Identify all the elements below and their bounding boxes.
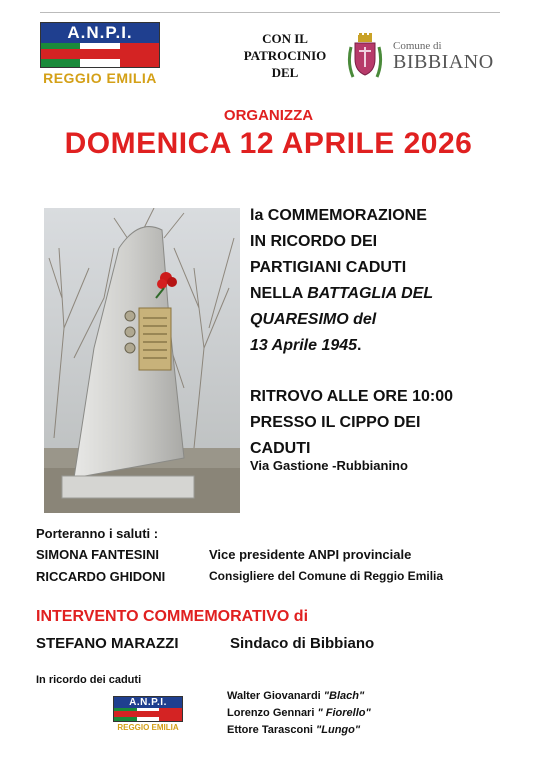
patrocinio-line: CON IL [262, 31, 308, 46]
commemorazione-line: 13 Aprile 1945. [250, 337, 362, 354]
ritrovo-line: PRESSO IL CIPPO DEI [250, 414, 421, 431]
commemorazione-line: PARTIGIANI CADUTI [250, 259, 407, 276]
saluti-heading: Porteranno i saluti : [36, 526, 159, 541]
fallen-item: Walter Giovanardi "Blach" [227, 690, 365, 702]
organizza-label: ORGANIZZA [223, 107, 314, 124]
ritrovo-block [250, 384, 453, 462]
commemorazione-block [250, 203, 433, 359]
fallen-item: Ettore Tarasconi "Lungo" [227, 724, 361, 736]
anpi-logo-subtitle: REGGIO EMILIA [117, 723, 179, 732]
orator-name: STEFANO MARAZZI [36, 635, 179, 652]
commemorazione-line: NELLA BATTAGLIA DEL [250, 285, 434, 302]
anpi-logo-text: A.N.P.I. [67, 23, 133, 42]
commemorazione-line: QUARESIMO del [250, 311, 377, 328]
ritrovo-line: RITROVO ALLE ORE 10:00 [250, 388, 453, 405]
anpi-logo-subtitle: REGGIO EMILIA [43, 70, 157, 86]
bibbiano-crest-icon [345, 33, 385, 79]
commemorazione-line: la COMMEMORAZIONE [250, 207, 427, 224]
fallen-list [227, 688, 371, 739]
event-date-title: DOMENICA 12 APRILE 2026 [64, 127, 473, 160]
speaker-role: Vice presidente ANPI provinciale [209, 547, 412, 562]
speaker-role: Consigliere del Comune di Reggio Emilia [209, 569, 444, 583]
patrocinio-line: PATROCINIO [243, 48, 327, 63]
ritrovo-line: CADUTI [250, 440, 311, 457]
patrocinio-text [237, 30, 333, 81]
comune-name: BIBBIANO [393, 51, 494, 73]
meeting-address: Via Gastione -Rubbianino [250, 458, 408, 473]
fallen-item: Lorenzo Gennari " Fiorello" [227, 707, 371, 719]
intervento-heading: INTERVENTO COMMEMORATIVO di [36, 608, 309, 625]
speaker-name: RICCARDO GHIDONI [36, 569, 166, 584]
anpi-logo-small [113, 696, 183, 732]
patrocinio-line: DEL [271, 65, 299, 80]
anpi-logo [40, 22, 160, 86]
ricordo-heading: In ricordo dei caduti [36, 674, 142, 686]
anpi-flag [40, 22, 160, 68]
anpi-logo-text: A.N.P.I. [129, 697, 167, 708]
orator-role: Sindaco di Bibbiano [230, 635, 375, 652]
memorial-stone-photo [44, 208, 240, 513]
top-divider [40, 12, 500, 13]
speaker-name: SIMONA FANTESINI [36, 547, 160, 562]
comune-label: Comune di [393, 40, 442, 52]
commemorazione-line: IN RICORDO DEI [250, 233, 378, 250]
